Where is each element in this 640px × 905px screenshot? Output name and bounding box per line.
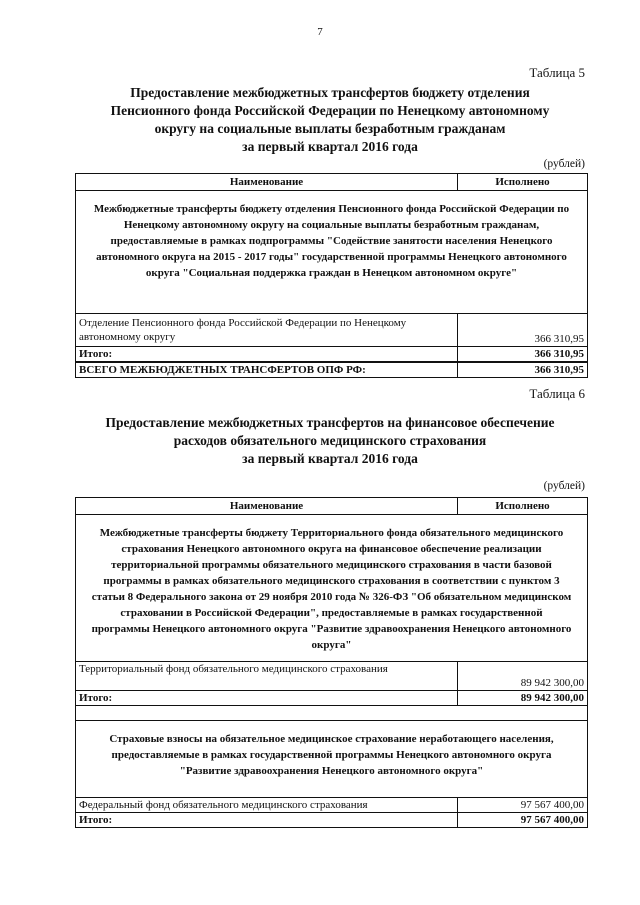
grand-total-value: 366 310,95 (458, 362, 588, 378)
table6-unit: (рублей) (543, 480, 585, 492)
section1-title: Межбюджетные трансферты бюджету Территориального фонда обязательного медицинского страхования Ненецкого автономного округа на финансовое обеспечение реализации территориальной программы обязательного медицинского страхования в части базовой программы в рамках обязательного медицинского страхования в соответствии с пунктом 3 статьи 8 Федерального закона от 29 ноября 2010 года № 326-ФЗ "Об обязательном медицинском страховании в Российской Федерации", предоставляемые в рамках государственной программы Ненецкого автономного округа "Развитие здравоохранения Ненецкого автономного округа" (76, 515, 588, 662)
table5-title (75, 84, 585, 156)
total-name: Итого: (76, 347, 458, 363)
page-number: 7 (317, 26, 323, 38)
section2-title: Страховые взносы на обязательное медицинское страхование неработающего населения, предоставляемые в рамках государственной программы Ненецкого автономного округа "Развитие здравоохранения Ненецкого автономного округа" (76, 721, 588, 798)
table5-title-line: Предоставление межбюджетных трансфертов бюджету отделения (130, 85, 530, 100)
group-title: Межбюджетные трансферты бюджету отделения Пенсионного фонда Российской Федерации по Ненецкому автономному округу на социальные выплаты безработным гражданам, предоставляемые в рамках подпрограммы "Содействие занятости населения Ненецкого автономного округа на 2015 - 2017 годы" государственной программы Ненецкого автономного округа "Социальная поддержка граждан в Ненецком автономном округе" (76, 191, 588, 314)
table6-title-line: расходов обязательного медицинского страхования (173, 433, 487, 448)
table6-title-line: за первый квартал 2016 года (242, 451, 418, 466)
header-executed: Исполнено (458, 498, 588, 515)
table5-label: Таблица 5 (529, 65, 585, 80)
total-row (76, 347, 588, 363)
table-row (76, 798, 588, 813)
header-name: Наименование (76, 498, 458, 515)
total-value: 97 567 400,00 (458, 813, 588, 828)
total-value: 366 310,95 (458, 347, 588, 363)
total-row (76, 813, 588, 828)
table6-title-line: Предоставление межбюджетных трансфертов на финансовое обеспечение (105, 415, 555, 430)
table6-label: Таблица 6 (529, 386, 585, 401)
table5-unit: (рублей) (543, 158, 585, 170)
grand-total-name: ВСЕГО МЕЖБЮДЖЕТНЫХ ТРАНСФЕРТОВ ОПФ РФ: (76, 362, 458, 378)
table6 (75, 497, 588, 828)
row-name: Территориальный фонд обязательного медицинского страхования (76, 662, 458, 691)
header-executed: Исполнено (458, 174, 588, 191)
row-value: 89 942 300,00 (458, 662, 588, 691)
table5-title-line: за первый квартал 2016 года (242, 139, 418, 154)
header-name: Наименование (76, 174, 458, 191)
total-value: 89 942 300,00 (458, 691, 588, 706)
table5-title-line: Пенсионного фонда Российской Федерации по Ненецкому автономному (110, 103, 550, 118)
section-row (76, 515, 588, 662)
spacer-cell (76, 706, 588, 721)
table-row (76, 662, 588, 691)
row-name: Федеральный фонд обязательного медицинского страхования (76, 798, 458, 813)
table-row (76, 314, 588, 347)
row-name: Отделение Пенсионного фонда Российской Федерации по Ненецкому автономному округу (76, 314, 458, 347)
total-name: Итого: (76, 813, 458, 828)
table5-title-line: округу на социальные выплаты безработным гражданам (154, 121, 506, 136)
section-row (76, 721, 588, 798)
grand-total-row (76, 362, 588, 378)
table5 (75, 173, 588, 378)
total-name: Итого: (76, 691, 458, 706)
table-header-row (76, 498, 588, 515)
table-header-row (76, 174, 588, 191)
spacer-row (76, 706, 588, 721)
total-row (76, 691, 588, 706)
row-value: 97 567 400,00 (458, 798, 588, 813)
row-value: 366 310,95 (458, 314, 588, 347)
table6-title (75, 414, 585, 468)
group-row (76, 191, 588, 314)
